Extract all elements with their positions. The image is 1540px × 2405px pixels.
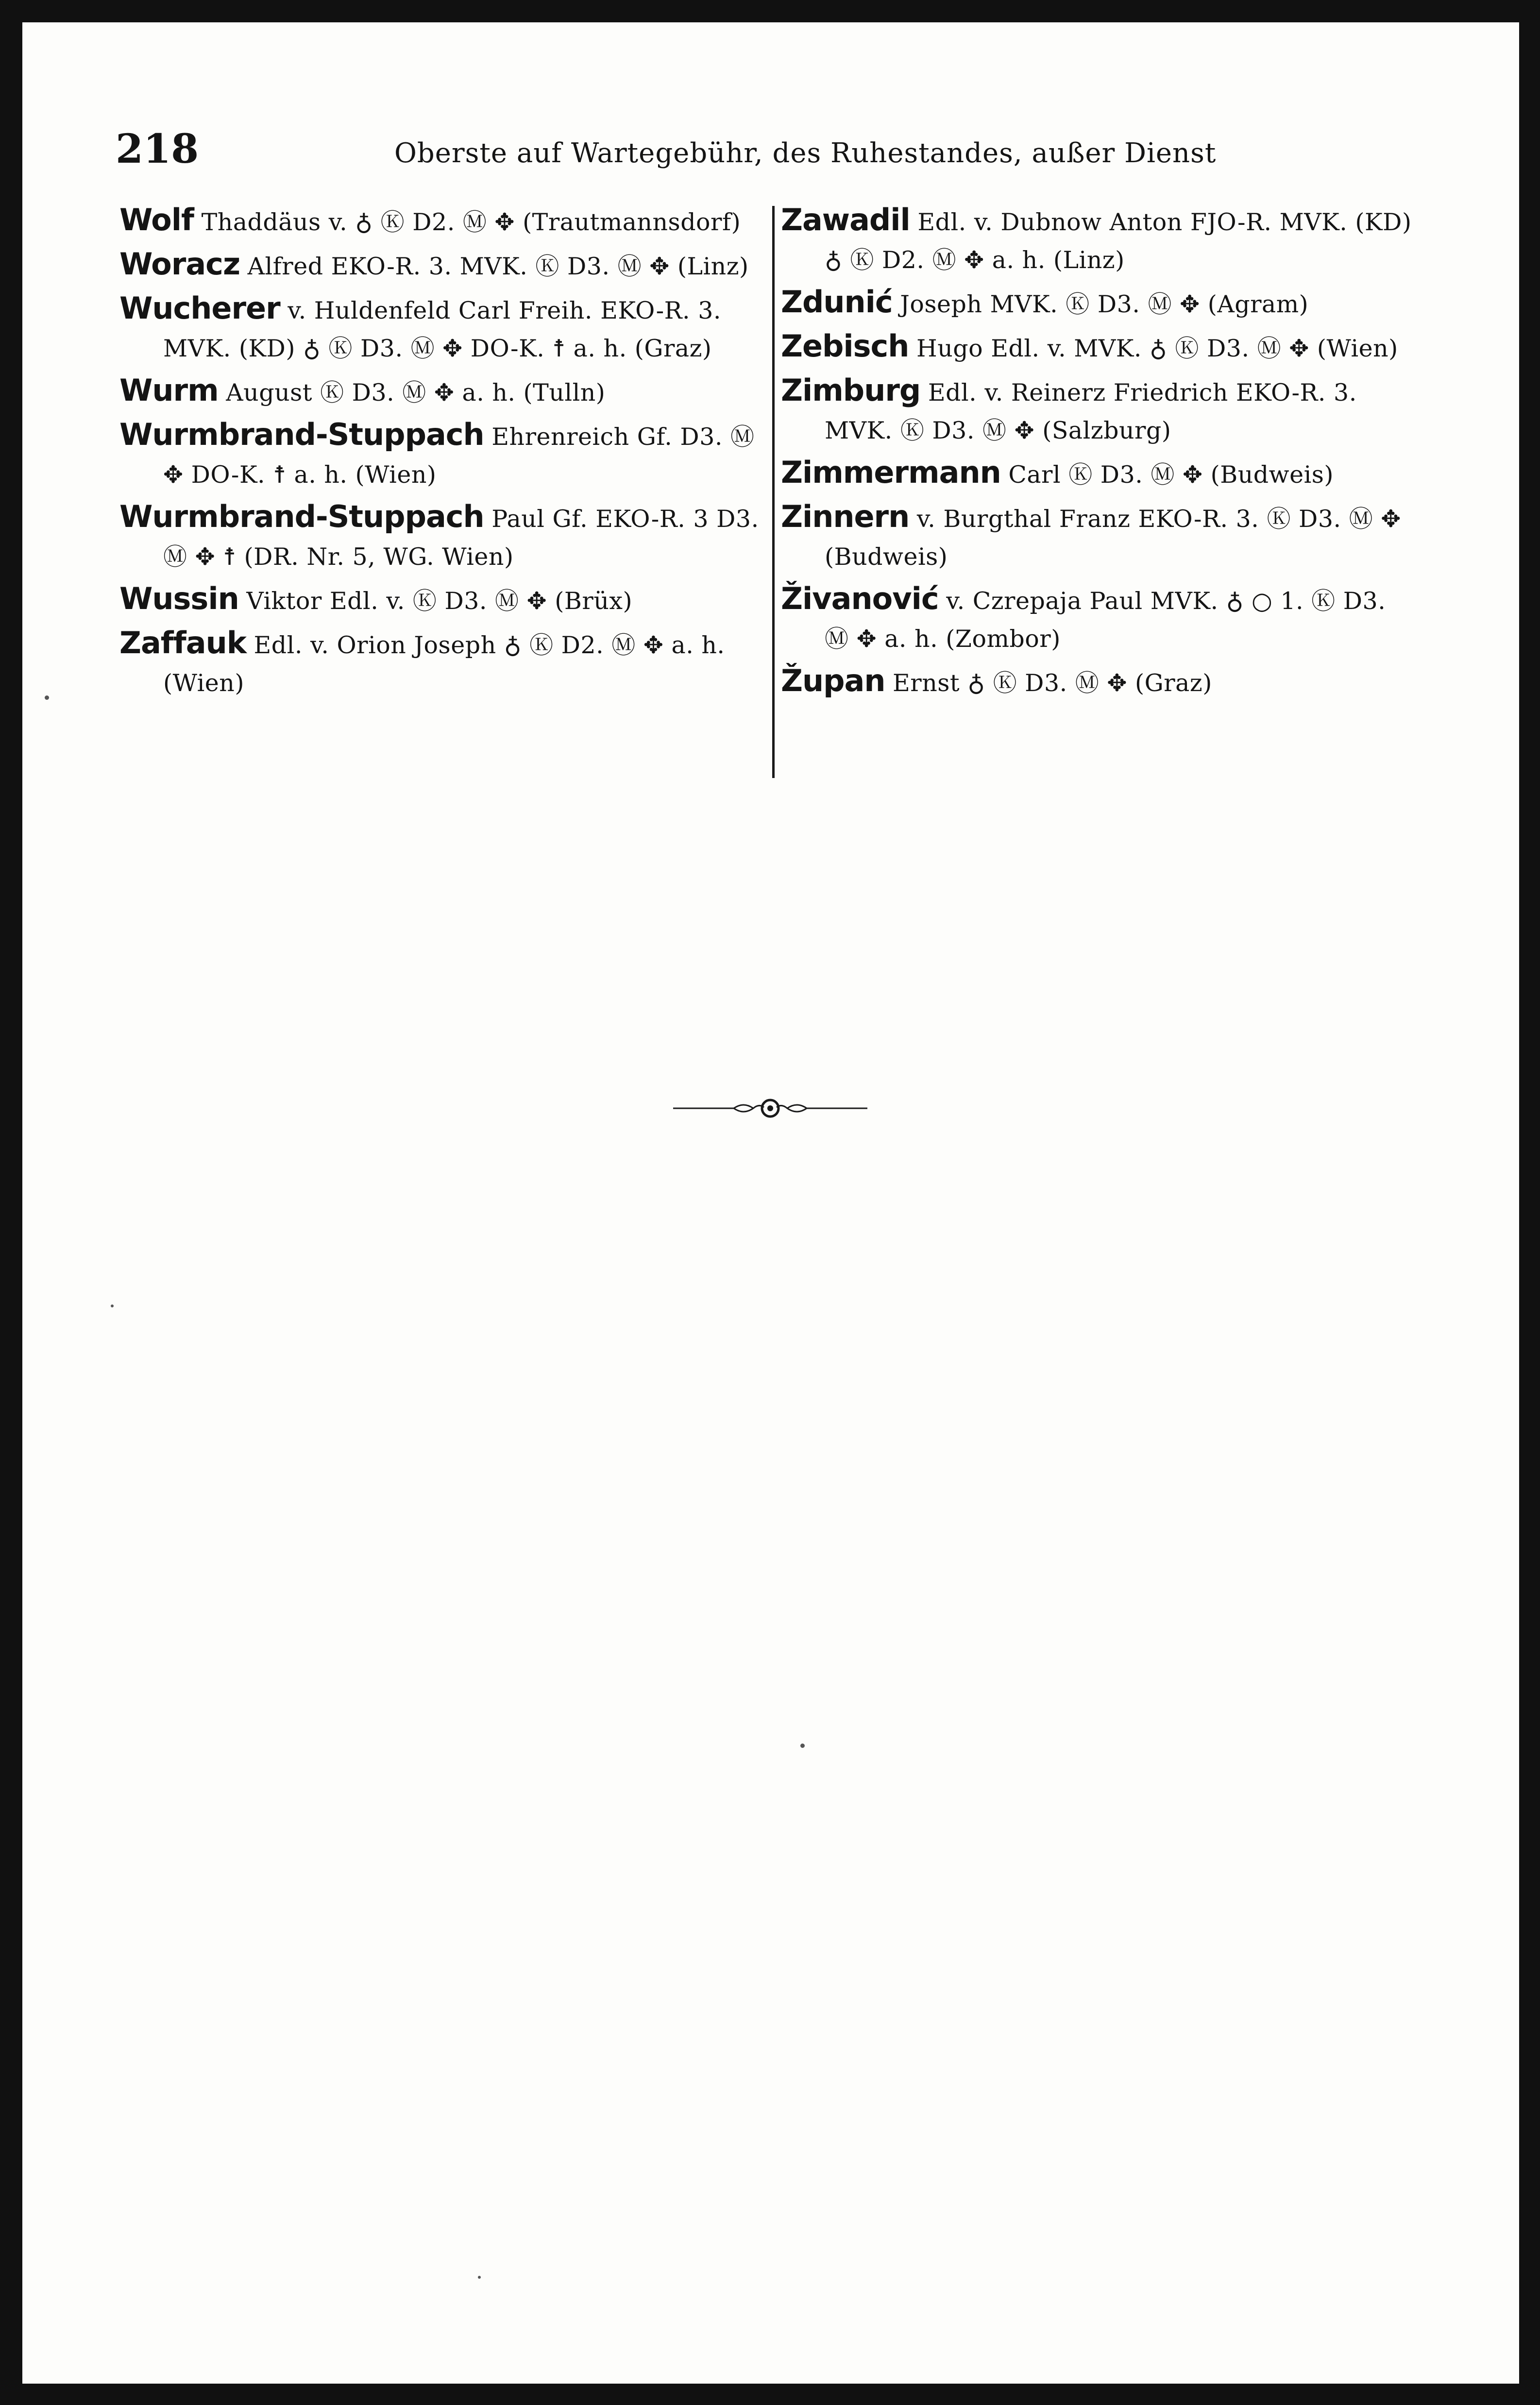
left-column — [119, 201, 769, 706]
list-entry — [119, 580, 769, 620]
entry-details: v. Burgthal Franz EKO-R. 3. Ⓚ D3. Ⓜ ✥ (Budweis) — [825, 505, 1401, 571]
closing-ornament-icon — [673, 1094, 867, 1123]
scan-speck — [111, 1304, 114, 1307]
entry-details: Carl Ⓚ D3. Ⓜ ✥ (Budweis) — [1008, 461, 1334, 489]
entry-details: v. Huldenfeld Carl Freih. EKO-R. 3. MVK. (KD) ♁ Ⓚ D3. Ⓜ ✥ DO-K. ☨ a. h. (Graz) — [163, 297, 721, 362]
entry-name: Zimburg — [781, 373, 921, 408]
list-entry — [119, 498, 769, 576]
entry-name: Zawadil — [781, 202, 910, 237]
list-entry — [119, 416, 769, 494]
entry-details: Alfred EKO-R. 3. MVK. Ⓚ D3. Ⓜ ✥ (Linz) — [247, 253, 749, 280]
entry-details: Edl. v. Dubnow Anton FJO-R. MVK. (KD) ♁ Ⓚ D2. Ⓜ ✥ a. h. (Linz) — [825, 208, 1412, 274]
list-entry — [119, 245, 769, 286]
entry-details: Edl. v. Reinerz Friedrich EKO-R. 3. MVK. Ⓚ D3. Ⓜ ✥ (Salzburg) — [825, 379, 1357, 444]
list-entry — [781, 662, 1412, 702]
entry-name: Zebisch — [781, 328, 909, 364]
scan-speck — [800, 1744, 805, 1748]
entry-details: Ernst ♁ Ⓚ D3. Ⓜ ✥ (Graz) — [893, 669, 1212, 697]
list-entry — [781, 580, 1412, 658]
column-divider — [772, 206, 775, 778]
list-entry — [119, 372, 769, 412]
entry-name: Wurmbrand-Stuppach — [119, 499, 484, 534]
entry-details: Joseph MVK. Ⓚ D3. Ⓜ ✥ (Agram) — [900, 290, 1309, 318]
scan-speck — [478, 2276, 481, 2279]
list-entry — [781, 201, 1412, 279]
scan-speck — [45, 695, 49, 700]
list-entry — [119, 201, 769, 241]
entry-name: Wolf — [119, 202, 194, 237]
entry-details: Ehrenreich Gf. D3. Ⓜ ✥ DO-K. ☨ a. h. (Wien) — [163, 423, 755, 489]
list-entry — [781, 454, 1412, 494]
running-title: Oberste auf Wartegebühr, des Ruhestandes, außer Dienst — [394, 137, 1217, 169]
page-header — [116, 126, 1398, 187]
list-entry — [119, 624, 769, 702]
list-entry — [781, 327, 1412, 368]
entry-name: Zdunić — [781, 284, 893, 320]
entry-name: Zimmermann — [781, 455, 1001, 490]
list-entry — [781, 372, 1412, 450]
list-entry — [119, 289, 769, 368]
list-entry — [781, 498, 1412, 576]
entry-name: Zaffauk — [119, 625, 246, 661]
entry-name: Wurmbrand-Stuppach — [119, 417, 484, 452]
entry-details: Hugo Edl. v. MVK. ♁ Ⓚ D3. Ⓜ ✥ (Wien) — [916, 335, 1398, 362]
entry-name: Wurm — [119, 373, 219, 408]
list-entry — [781, 283, 1412, 323]
entry-name: Zinnern — [781, 499, 910, 534]
entry-name: Wussin — [119, 581, 239, 616]
entry-name: Živanović — [781, 581, 939, 616]
page — [22, 22, 1519, 2384]
page-number: 218 — [116, 126, 199, 172]
entry-details: Viktor Edl. v. Ⓚ D3. Ⓜ ✥ (Brüx) — [246, 587, 633, 615]
entry-name: Woracz — [119, 246, 240, 282]
entry-details: Edl. v. Orion Joseph ♁ Ⓚ D2. Ⓜ ✥ a. h. (Wien) — [163, 631, 725, 697]
entry-details: Paul Gf. EKO-R. 3 D3. Ⓜ ✥ ☨ (DR. Nr. 5, WG. Wien) — [163, 505, 759, 571]
entry-name: Župan — [781, 663, 885, 698]
entry-details: Thaddäus v. ♁ Ⓚ D2. Ⓜ ✥ (Trautmannsdorf) — [201, 208, 741, 236]
entry-details: v. Czrepaja Paul MVK. ♁ ○ 1. Ⓚ D3. Ⓜ ✥ a. h. (Zombor) — [825, 587, 1386, 653]
entry-name: Wucherer — [119, 290, 280, 326]
entry-details: August Ⓚ D3. Ⓜ ✥ a. h. (Tulln) — [226, 379, 606, 406]
right-column — [781, 201, 1412, 706]
